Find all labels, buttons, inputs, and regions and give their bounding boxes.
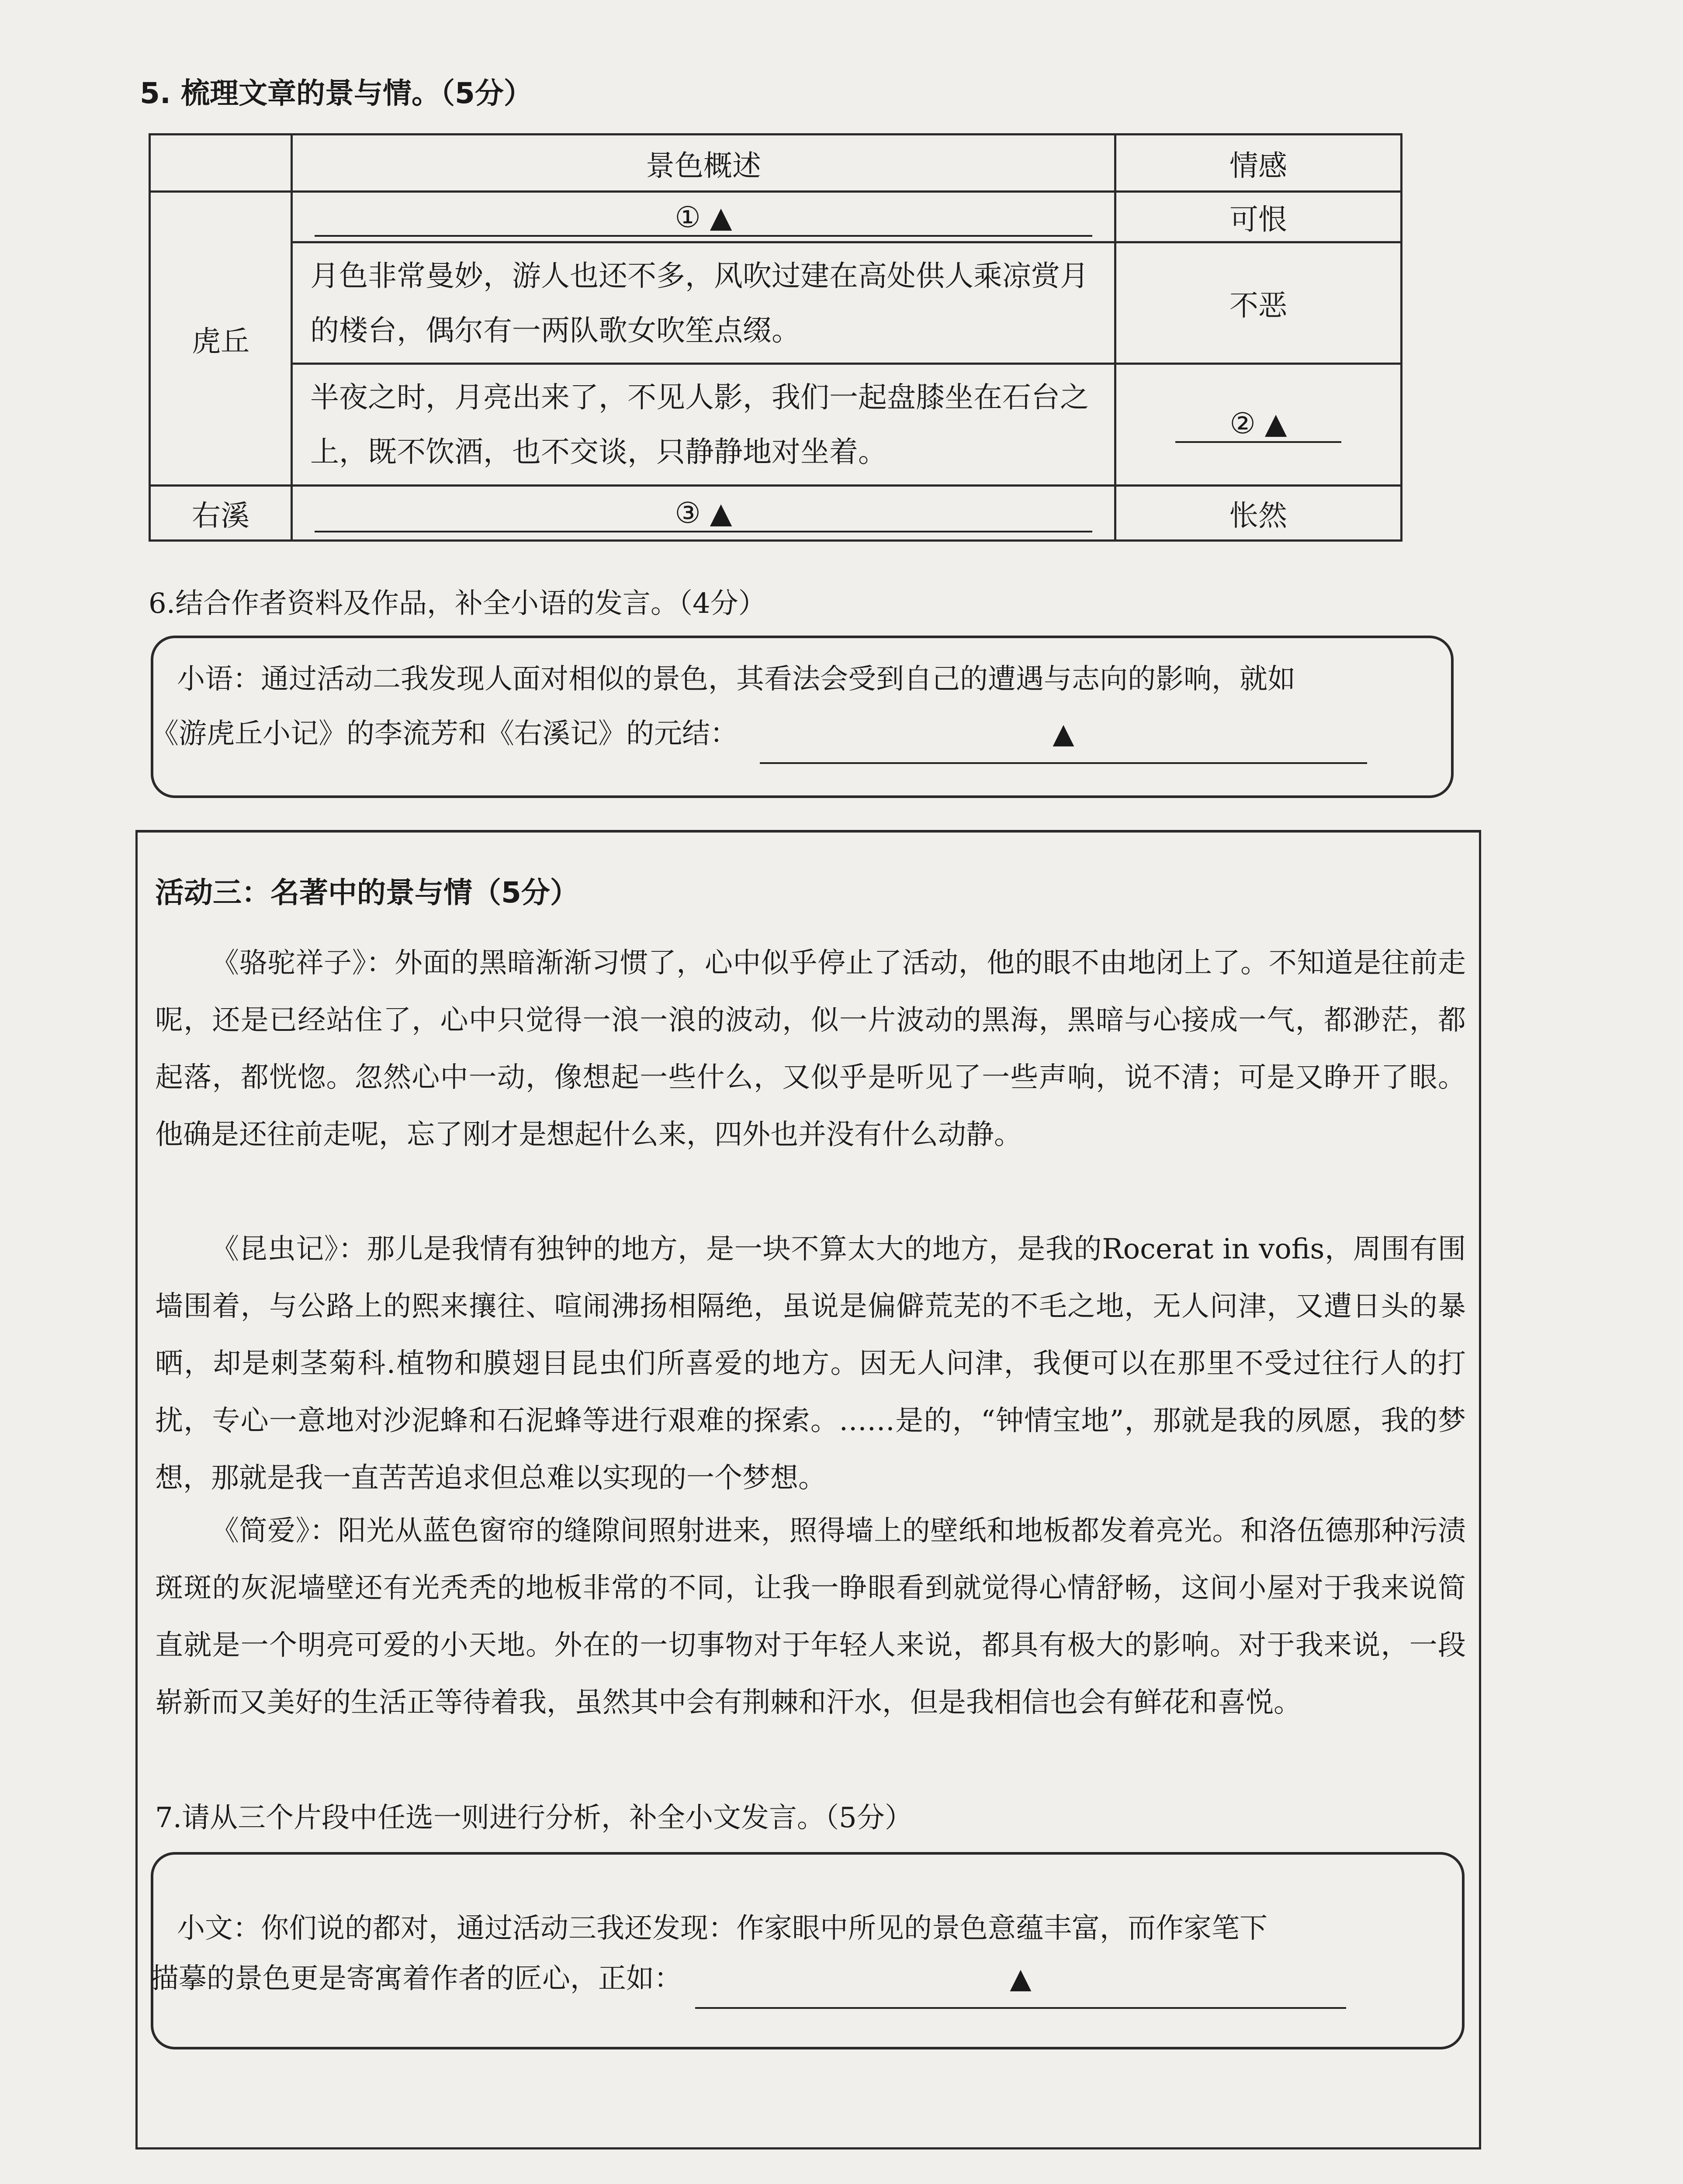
activity3-title: 活动三：名著中的景与情（5分） — [155, 876, 579, 909]
q5-title: 5. 梳理文章的景与情。（5分） — [140, 76, 533, 110]
blank-cell-3[interactable] — [292, 485, 1115, 540]
q6-title: 6.结合作者资料及作品，补全小语的发言。（4分） — [149, 587, 766, 620]
q7-line2-wrap — [151, 1950, 1346, 2009]
q6-blank[interactable]: ▲ — [760, 705, 1367, 764]
table-row — [150, 242, 1402, 363]
q7-blank[interactable]: ▲ — [695, 1950, 1346, 2009]
scene-emotion-table — [149, 133, 1402, 542]
scene-3: 半夜之时，月亮出来了，不见人影，我们一起盘膝坐在石台之上，既不饮酒，也不交谈，只静静地对坐着。 — [292, 364, 1115, 485]
emotion-2: 不恶 — [1115, 242, 1402, 363]
location-huqiu: 虎丘 — [150, 192, 292, 486]
q7-line1: 小文：你们说的都对，通过活动三我还发现：作家眼中所见的景色意蕴丰富，而作家笔下 — [177, 1912, 1267, 1945]
q6-line2: 《游虎丘小记》的李流芳和《右溪记》的元结： — [151, 718, 738, 750]
passage-text: 《简爱》：阳光从蓝色窗帘的缝隙间照射进来，照得墙上的壁纸和地板都发着亮光。和洛伍德那种污渍斑斑的灰泥墙壁还有光秃秃的地板非常的不同，让我一睁眼看到就觉得心情舒畅，这间小屋对于我来说简直就是一个明亮可爱的小天地。外在的一切事物对于年轻人来说，都具有极大的影响。对于我来说，一段崭新而又美好的生活正等待着我，虽然其中会有荆棘和汗水，但是我相信也会有鲜花和喜悦。 — [155, 1515, 1466, 1719]
passage-luotuo — [155, 935, 1466, 1164]
emotion-1: 可恨 — [1115, 192, 1402, 242]
passage-text: 《昆虫记》：那儿是我情有独钟的地方，是一块不算太大的地方，是我的Rocerat in vofis，周围有围墙围着，与公路上的熙来攘往、喧闹沸扬相隔绝，虽说是偏僻荒芜的不毛之地，无人问津，又遭日头的暴晒，却是刺茎菊科.植物和膜翅目昆虫们所喜爱的地方。因无人问津，我便可以在那里不受过往行人的打扰，专心一意地对沙泥蜂和石泥蜂等进行艰难的探索。……是的，“钟情宝地”，那就是我的夙愿，我的梦想，那就是我一直苦苦追求但总难以实现的一个梦想。 — [155, 1233, 1466, 1494]
table-header-row — [150, 135, 1402, 192]
passage-kunchong — [155, 1221, 1466, 1507]
blank-3[interactable]: ③ ▲ — [315, 496, 1092, 532]
blank-cell-1[interactable] — [292, 192, 1115, 242]
q7-line2: 描摹的景色更是寄寓着作者的匠心，正如： — [151, 1963, 682, 1995]
table-row — [150, 192, 1402, 242]
header-emotion: 情感 — [1115, 135, 1402, 192]
q6-line2-wrap — [151, 705, 1367, 764]
blank-1[interactable]: ① ▲ — [315, 200, 1092, 237]
header-blank-cell — [150, 135, 292, 192]
emotion-4: 怅然 — [1115, 485, 1402, 540]
emotion-blank-cell[interactable] — [1115, 364, 1402, 485]
location-youxi: 右溪 — [150, 485, 292, 540]
header-scene: 景色概述 — [292, 135, 1115, 192]
blank-2[interactable]: ② ▲ — [1175, 406, 1341, 443]
table-row — [150, 485, 1402, 540]
q7-title: 7.请从三个片段中任选一则进行分析，补全小文发言。（5分） — [155, 1802, 913, 1834]
q6-line1: 小语：通过活动二我发现人面对相似的景色，其看法会受到自己的遭遇与志向的影响，就如 — [177, 663, 1295, 695]
table-row — [150, 364, 1402, 485]
scene-2: 月色非常曼妙，游人也还不多，风吹过建在高处供人乘凉赏月的楼台，偶尔有一两队歌女吹笙点缀。 — [292, 242, 1115, 363]
passage-text: 《骆驼祥子》：外面的黑暗渐渐习惯了，心中似乎停止了活动，他的眼不由地闭上了。不知道是往前走呢，还是已经站住了，心中只觉得一浪一浪的波动，似一片波动的黑海，黑暗与心接成一气，都渺茫，都起落，都恍惚。忽然心中一动，像想起一些什么，又似乎是听见了一些声响，说不清；可是又睁开了眼。他确是还往前走呢，忘了刚才是想起什么来，四外也并没有什么动静。 — [155, 947, 1466, 1151]
passage-jianai — [155, 1503, 1466, 1731]
